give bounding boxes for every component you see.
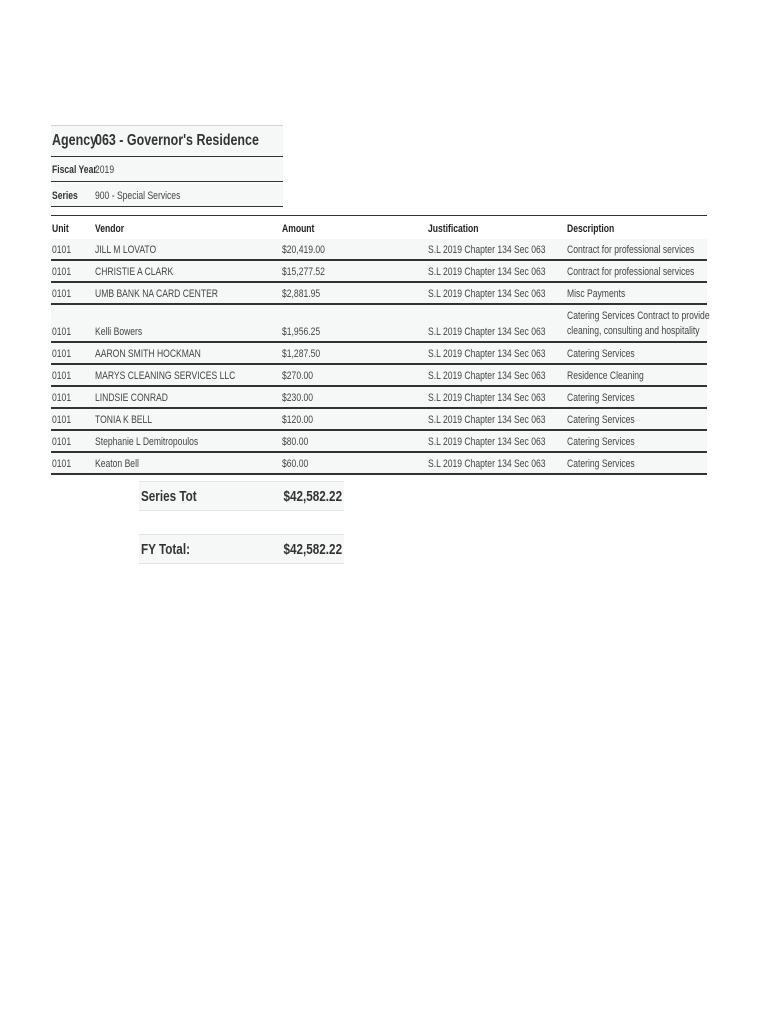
series-total-row: [139, 481, 344, 511]
fy-total-row: [139, 534, 344, 564]
cell-vendor: AARON SMITH HOCKMAN: [95, 348, 201, 360]
table-row: [51, 343, 707, 365]
cell-description: Misc Payments: [567, 288, 626, 300]
cell-vendor: Kelli Bowers: [95, 326, 143, 338]
cell-amount: $20,419.00: [282, 244, 325, 256]
cell-vendor: TONIA K BELL: [95, 414, 153, 426]
table-row: [51, 387, 707, 409]
cell-amount: $2,881.95: [282, 288, 321, 300]
cell-unit: 0101: [52, 414, 72, 426]
cell-description: Catering Services: [567, 436, 635, 448]
fiscal-year-value: 2019: [95, 164, 115, 176]
cell-vendor: Stephanie L Demitropoulos: [95, 436, 199, 448]
cell-vendor: CHRISTIE A CLARK: [95, 266, 174, 278]
column-header-vendor: Vendor: [95, 223, 125, 235]
column-header-amount: Amount: [282, 223, 315, 235]
table-row: [51, 305, 710, 343]
table-row: [51, 239, 707, 261]
cell-amount: $1,287.50: [282, 348, 321, 360]
series-label: Series: [52, 190, 78, 202]
agency-value: 063 - Governor's Residence: [95, 132, 259, 149]
series-total-value: $42,582.22: [283, 488, 342, 505]
cell-amount: $60.00: [282, 458, 309, 470]
cell-unit: 0101: [52, 348, 72, 360]
table-row: [51, 431, 707, 453]
cell-amount: $270.00: [282, 370, 314, 382]
cell-description: Contract for professional services: [567, 244, 695, 256]
cell-description: Residence Cleaning: [567, 370, 644, 382]
series-total-label: Series Tot: [141, 488, 197, 505]
table-row: [51, 409, 707, 431]
cell-justification: S.L 2019 Chapter 134 Sec 063: [428, 244, 546, 256]
table-row: [51, 365, 707, 387]
table-row: [51, 261, 707, 283]
cell-justification: S.L 2019 Chapter 134 Sec 063: [428, 458, 546, 470]
table-row: [51, 453, 707, 475]
cell-description-line2: cleaning, consulting and hospitality: [567, 325, 700, 337]
cell-amount: $230.00: [282, 392, 314, 404]
fy-total-label: FY Total:: [141, 541, 190, 558]
cell-amount: $1,956.25: [282, 326, 321, 338]
cell-justification: S.L 2019 Chapter 134 Sec 063: [428, 414, 546, 426]
column-header-justification: Justification: [428, 223, 479, 235]
cell-justification: S.L 2019 Chapter 134 Sec 063: [428, 288, 546, 300]
cell-amount: $120.00: [282, 414, 314, 426]
cell-vendor: Keaton Bell: [95, 458, 139, 470]
cell-justification: S.L 2019 Chapter 134 Sec 063: [428, 370, 546, 382]
fiscal-year-row: [51, 157, 283, 182]
cell-vendor: JILL M LOVATO: [95, 244, 157, 256]
cell-unit: 0101: [52, 370, 72, 382]
cell-unit: 0101: [52, 266, 72, 278]
fy-total-value: $42,582.22: [283, 541, 342, 558]
series-value: 900 - Special Services: [95, 190, 181, 202]
cell-amount: $80.00: [282, 436, 309, 448]
cell-description: Catering Services: [567, 414, 635, 426]
table-top-rule: [51, 215, 707, 216]
cell-justification: S.L 2019 Chapter 134 Sec 063: [428, 392, 546, 404]
cell-unit: 0101: [52, 244, 72, 256]
cell-justification: S.L 2019 Chapter 134 Sec 063: [428, 348, 546, 360]
cell-justification: S.L 2019 Chapter 134 Sec 063: [428, 436, 546, 448]
agency-row: [51, 125, 283, 157]
cell-justification: S.L 2019 Chapter 134 Sec 063: [428, 326, 546, 338]
cell-description-line1: Catering Services Contract to provide: [567, 310, 710, 322]
cell-description: Catering Services: [567, 348, 635, 360]
fiscal-year-label: Fiscal Year: [52, 164, 97, 176]
agency-label: Agency: [52, 132, 98, 149]
cell-vendor: UMB BANK NA CARD CENTER: [95, 288, 219, 300]
cell-unit: 0101: [52, 288, 72, 300]
cell-description: Catering Services: [567, 458, 635, 470]
cell-unit: 0101: [52, 392, 72, 404]
cell-unit: 0101: [52, 458, 72, 470]
cell-description: Catering Services: [567, 392, 635, 404]
column-header-unit: Unit: [52, 223, 69, 235]
cell-unit: 0101: [52, 326, 72, 338]
cell-description: Contract for professional services: [567, 266, 695, 278]
cell-justification: S.L 2019 Chapter 134 Sec 063: [428, 266, 546, 278]
column-header-description: Description: [567, 223, 615, 235]
cell-vendor: LINDSIE CONRAD: [95, 392, 168, 404]
cell-vendor: MARYS CLEANING SERVICES LLC: [95, 370, 236, 382]
series-row: [51, 183, 283, 207]
cell-amount: $15,277.52: [282, 266, 325, 278]
table-header-row: [51, 217, 707, 239]
table-row: [51, 283, 707, 305]
cell-unit: 0101: [52, 436, 72, 448]
